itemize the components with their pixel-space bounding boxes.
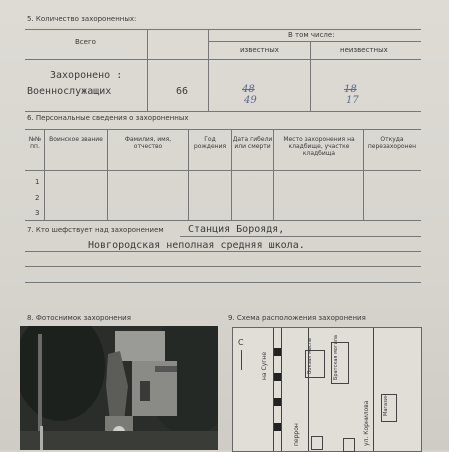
known-value: 49 xyxy=(244,95,257,106)
unknown-value: 17 xyxy=(346,95,359,106)
section9-title: 9. Схема расположения захоронения xyxy=(228,314,366,322)
platform-label: перрон xyxy=(293,423,300,446)
patron-line-2: Новгородская неполная средняя школа. xyxy=(88,240,305,251)
station-building-label: Вокзал масла xyxy=(307,338,313,374)
section6-title: 6. Персональные сведения о захороненных xyxy=(27,114,189,122)
street-label-sugne: на Сугне xyxy=(261,351,268,380)
burial-photo xyxy=(20,326,218,450)
burial-location-scheme xyxy=(232,327,422,452)
servicemen-label: Военнослужащих xyxy=(27,86,112,97)
shop-label: Магазин xyxy=(383,393,389,416)
street-label-kornilova: ул. Корнилова xyxy=(363,400,370,446)
header-number: №№ пп. xyxy=(28,136,42,150)
col-unknown-header: неизвестных xyxy=(340,46,388,54)
header-rank: Воинское звание xyxy=(49,136,103,143)
known-crossed-value: 48 xyxy=(242,84,255,95)
row-number-3: 3 xyxy=(35,209,40,217)
mass-grave-label: Братская могила xyxy=(333,335,339,380)
header-death-date: Дата гибели или смерти xyxy=(232,136,273,150)
section8-title: 8. Фотоснимок захоронения xyxy=(27,314,131,322)
col-known-header: известных xyxy=(240,46,279,54)
row-number-1: 1 xyxy=(35,178,40,186)
north-arrow xyxy=(241,350,242,370)
unknown-crossed-value: 18 xyxy=(344,84,357,95)
buried-label: Захоронено : xyxy=(50,70,123,81)
col-including-header: В том числе: xyxy=(288,31,335,39)
north-label: С xyxy=(238,338,244,347)
header-name: Фамилия, имя, отчество xyxy=(124,136,172,150)
header-reburied-from: Откуда перезахоронен xyxy=(367,136,417,150)
row-number-2: 2 xyxy=(35,194,40,202)
total-value: 66 xyxy=(176,86,189,97)
patron-line-1: Станция Бороядя, xyxy=(188,224,285,235)
header-burial-place: Место захоронения на кладбище, участке кладбища xyxy=(283,136,355,157)
section7-label: 7. Кто шефствует над захоронением xyxy=(27,226,164,234)
section5-title: 5. Количество захороненных: xyxy=(27,15,137,23)
header-birth-year: Год рождения xyxy=(193,136,227,150)
col-total-header: Всего xyxy=(75,38,96,46)
